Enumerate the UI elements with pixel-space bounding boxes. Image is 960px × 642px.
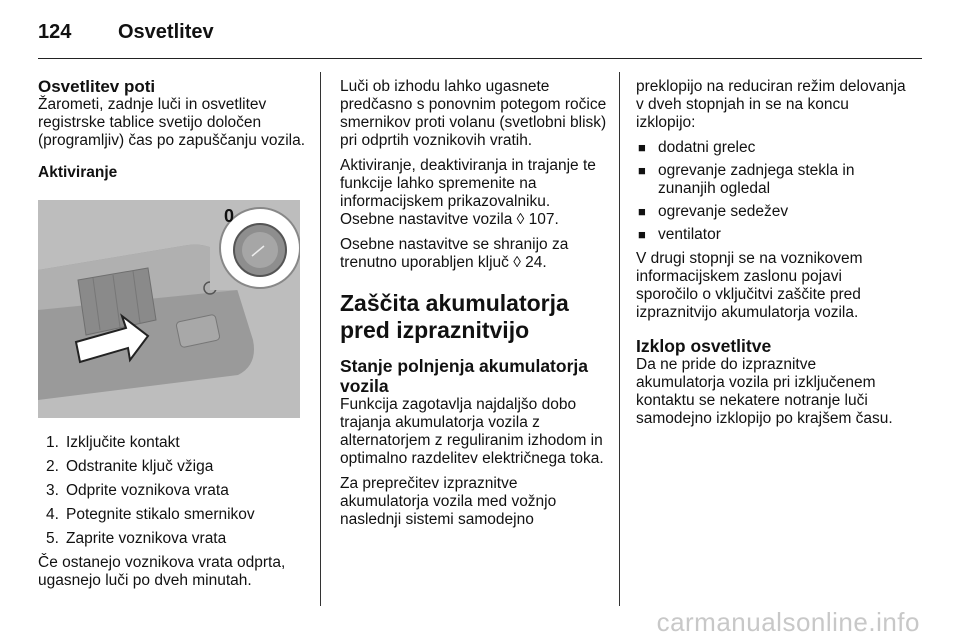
step-item: 3. Odprite voznikova vrata bbox=[46, 482, 229, 499]
stalk-drawing bbox=[38, 200, 300, 418]
ignition-position-label: 0 bbox=[224, 206, 235, 226]
list-item: ■ ventilator bbox=[638, 226, 721, 243]
activation-steps bbox=[38, 434, 306, 548]
list-item: ■ ogrevanje zadnjega stekla in zunanjih ogledal bbox=[638, 162, 855, 197]
subheading-activation: Aktiviranje bbox=[38, 164, 118, 181]
section-heading: Zaščita akumulatorja pred izpraznitvijo bbox=[340, 290, 569, 343]
stalk-illustration bbox=[38, 200, 300, 418]
column-3 bbox=[636, 78, 908, 435]
section-heading: Osvetlitev poti bbox=[38, 77, 156, 96]
watermark: carmanualsonline.info bbox=[656, 607, 920, 637]
paragraph: Za preprečitev izpraznitve akumulatorja vozila med vožnjo naslednji sistemi samodejno bbox=[340, 475, 557, 528]
chapter-title: Osvetlitev bbox=[118, 20, 214, 43]
page-number: 124 bbox=[38, 20, 72, 43]
column-divider-1 bbox=[320, 72, 321, 606]
column-2 bbox=[340, 78, 608, 536]
systems-list bbox=[636, 139, 908, 244]
subsection-heading: Stanje polnjenja akumulatorja vozila bbox=[340, 356, 588, 396]
step-item: 2. Odstranite ključ vžiga bbox=[46, 458, 214, 475]
step-item: 1. Izključite kontakt bbox=[46, 434, 180, 451]
paragraph: Osebne nastavitve se shranijo za trenutno uporabljen ključ ◊ 24. bbox=[340, 236, 569, 271]
step-item: 4. Potegnite stikalo smernikov bbox=[46, 506, 255, 523]
section-heading: Izklop osvetlitve bbox=[636, 336, 772, 356]
paragraph: preklopijo na reduciran režim delovanja v dveh stopnjah in se na koncu izklopijo: bbox=[636, 78, 906, 131]
paragraph: V drugi stopnji se na voznikovem informacijskem zaslonu pojavi sporočilo o vključitvi zaščite pred izpraznitvijo akumulatorja vozila. bbox=[636, 250, 863, 321]
header-rule bbox=[38, 58, 922, 59]
column-divider-2 bbox=[619, 72, 620, 606]
paragraph: Funkcija zagotavlja najdaljšo dobo trajanja akumulatorja vozila z alternatorjem z reguliranim izhodom in optimalno razdelitev električnega toka. bbox=[340, 396, 604, 467]
list-item: ■ ogrevanje sedežev bbox=[638, 203, 789, 220]
paragraph: Luči ob izhodu lahko ugasnete predčasno s ponovnim potegom ročice smernikov proti volanu (svetlobni blisk) pri odprtih voznikovih vratih. bbox=[340, 78, 607, 149]
page-header bbox=[38, 14, 214, 50]
intro-paragraph: Žarometi, zadnje luči in osvetlitev registrske tablice svetijo določen (programljiv) čas po zapuščanju vozila. bbox=[38, 96, 306, 149]
step-item: 5. Zaprite voznikova vrata bbox=[46, 530, 227, 547]
list-item: ■ dodatni grelec bbox=[638, 139, 756, 156]
paragraph: Da ne pride do izpraznitve akumulatorja vozila pri izključenem kontaktu se nekatere notranje luči samodejno izklopijo po krajšem času. bbox=[636, 356, 893, 427]
column-1 bbox=[38, 78, 306, 597]
outro-paragraph: Če ostanejo voznikova vrata odprta, ugasnejo luči po dveh minutah. bbox=[38, 554, 286, 589]
paragraph: Aktiviranje, deaktiviranja in trajanje te funkcije lahko spremenite na informacijskem prikazovalniku. Osebne nastavitve vozila ◊ 107. bbox=[340, 157, 596, 228]
